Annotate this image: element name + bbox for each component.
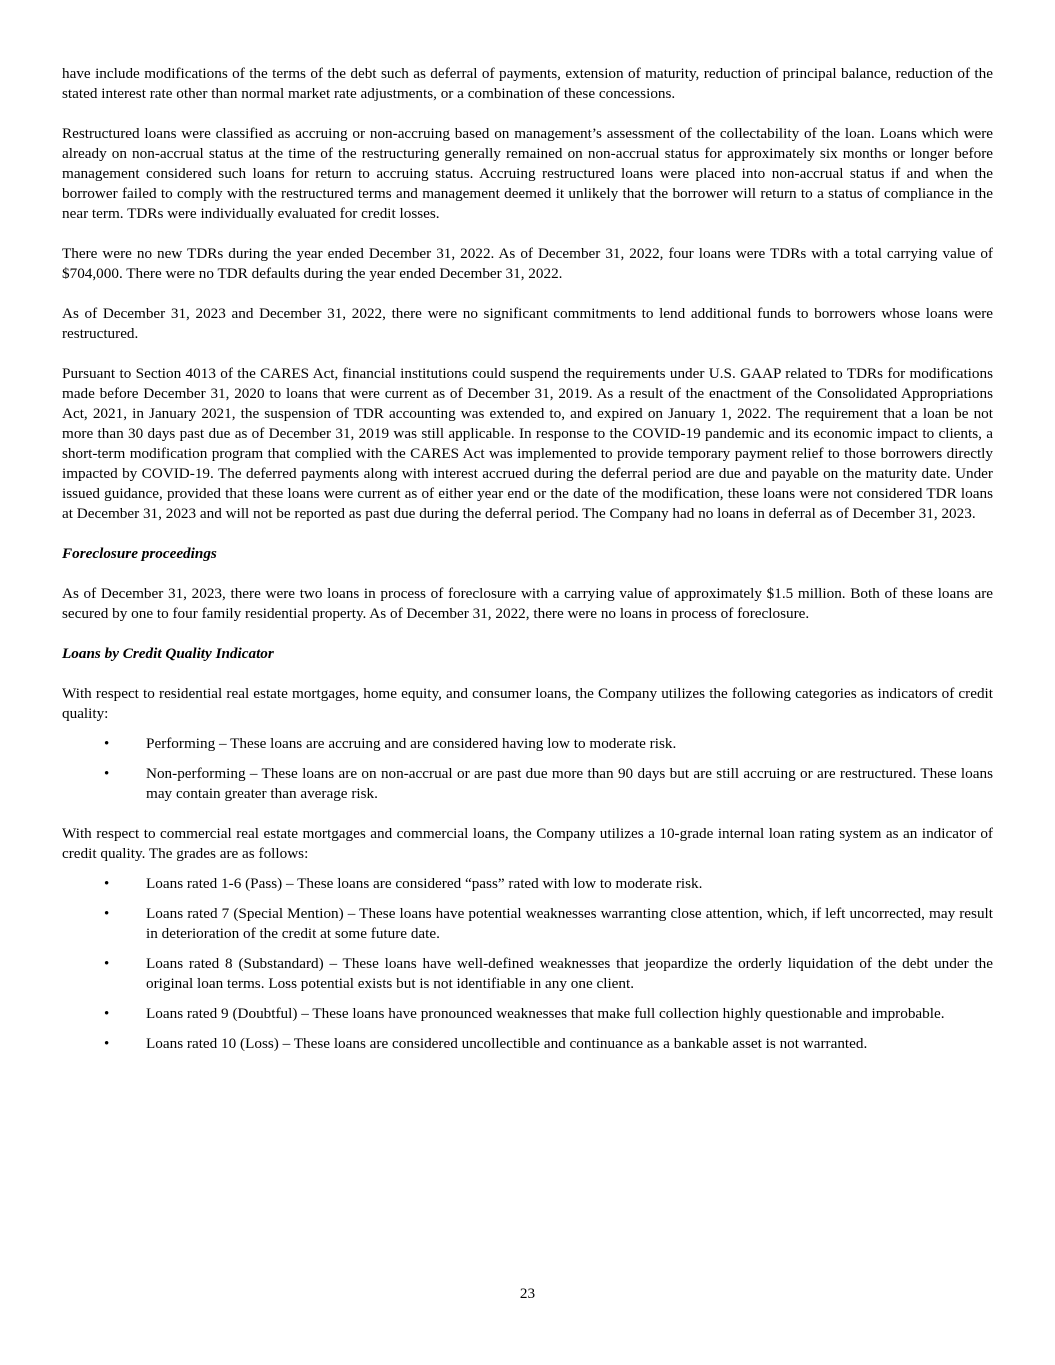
- paragraph-concessions: have include modifications of the terms of the debt such as deferral of payments, extension of maturity, reduction of principal balance, reduction of the stated interest rate other than normal market rate adjustments, or a combination of these concessions.: [62, 65, 993, 102]
- list-item: [62, 734, 993, 754]
- list-item-text: Loans rated 8 (Substandard) – These loans have well-defined weaknesses that jeopardize the orderly liquidation of the debt under the original loan terms. Loss potential exists but is not identifiable in any one client.: [146, 955, 993, 992]
- list-item: [62, 1004, 993, 1024]
- paragraph-commercial-intro: With respect to commercial real estate mortgages and commercial loans, the Company utilizes a 10-grade internal loan rating system as an indicator of credit quality. The grades are as follows:: [62, 825, 993, 862]
- bullet-icon: •: [104, 766, 110, 782]
- bullet-icon: •: [104, 876, 110, 892]
- paragraph-foreclosure: As of December 31, 2023, there were two loans in process of foreclosure with a carrying value of approximately $1.5 million. Both of these loans are secured by one to four family residential property. As of December 31, 2022, there were no loans in process of foreclosure.: [62, 585, 993, 622]
- paragraph-restructured-loans: Restructured loans were classified as accruing or non-accruing based on management’s assessment of the collectability of the loan. Loans which were already on non-accrual status at the time of the restructuring generally remained on non-accrual status for approximately six months or longer before management considered such loans for return to accruing status. Accruing restructured loans were placed into non-accrual status if and when the borrower failed to comply with the restructured terms and management deemed it unlikely that the borrower will return to a status of compliance in the near term. TDRs were individually evaluated for credit losses.: [62, 125, 993, 222]
- list-item: [62, 904, 993, 944]
- list-item: [62, 764, 993, 804]
- bullet-icon: •: [104, 736, 110, 752]
- bullet-icon: •: [104, 956, 110, 972]
- paragraph-residential-intro: With respect to residential real estate mortgages, home equity, and consumer loans, the Company utilizes the following categories as indicators of credit quality:: [62, 685, 993, 722]
- list-item: [62, 1034, 993, 1054]
- list-item-text: Non-performing – These loans are on non-accrual or are past due more than 90 days but are still accruing or are restructured. These loans may contain greater than average risk.: [146, 765, 993, 802]
- commercial-rating-list: [62, 874, 993, 1054]
- bullet-icon: •: [104, 1006, 110, 1022]
- paragraph-commitments: As of December 31, 2023 and December 31, 2022, there were no significant commitments to lend additional funds to borrowers whose loans were restructured.: [62, 305, 993, 342]
- paragraph-tdrs-2022: There were no new TDRs during the year ended December 31, 2022. As of December 31, 2022, four loans were TDRs with a total carrying value of $704,000. There were no TDR defaults during the year ended December 31, 2022.: [62, 245, 993, 282]
- list-item: [62, 954, 993, 994]
- list-item-text: Loans rated 10 (Loss) – These loans are considered uncollectible and continuance as a bankable asset is not warranted.: [146, 1035, 868, 1052]
- list-item-text: Loans rated 9 (Doubtful) – These loans have pronounced weaknesses that make full collection highly questionable and improbable.: [146, 1005, 945, 1022]
- residential-quality-list: [62, 734, 993, 804]
- list-item-text: Loans rated 1-6 (Pass) – These loans are considered “pass” rated with low to moderate risk.: [146, 875, 703, 892]
- list-item-text: Performing – These loans are accruing and are considered having low to moderate risk.: [146, 735, 677, 752]
- page-number: 23: [519, 1285, 536, 1302]
- paragraph-cares-act: Pursuant to Section 4013 of the CARES Act, financial institutions could suspend the requirements under U.S. GAAP related to TDRs for modifications made before December 31, 2020 to loans that were current as of December 31, 2019. As a result of the enactment of the Consolidated Appropriations Act, 2021, in January 2021, the suspension of TDR accounting was extended to, and expired on January 1, 2022. The requirement that a loan be not more than 30 days past due as of December 31, 2019 was still applicable. In response to the COVID-19 pandemic and its economic impact to clients, a short-term modification program that complied with the CARES Act was implemented to provide temporary payment relief to those borrowers directly impacted by COVID-19. The deferred payments along with interest accrued during the deferral period are due and payable on the maturity date. Under issued guidance, provided that these loans were current as of either year end or the date of the modification, these loans were not considered TDR loans at December 31, 2023 and will not be reported as past due during the deferral period. The Company had no loans in deferral as of December 31, 2023.: [62, 365, 993, 522]
- bullet-icon: •: [104, 1036, 110, 1052]
- heading-foreclosure: Foreclosure proceedings: [62, 545, 217, 562]
- list-item-text: Loans rated 7 (Special Mention) – These loans have potential weaknesses warranting close attention, which, if left uncorrected, may result in deterioration of the credit at some future date.: [146, 905, 993, 942]
- list-item: [62, 874, 993, 894]
- bullet-icon: •: [104, 906, 110, 922]
- document-page: [62, 64, 993, 1074]
- heading-credit-quality: Loans by Credit Quality Indicator: [62, 645, 274, 662]
